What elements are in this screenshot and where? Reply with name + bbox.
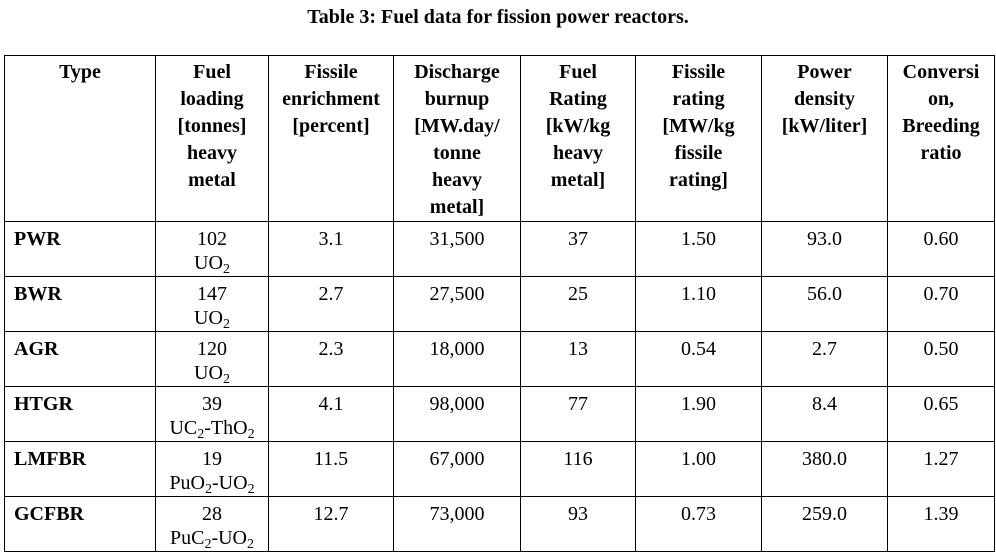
- fuel-form-text: -UO: [212, 472, 248, 494]
- fuel-form-text: UO: [194, 307, 223, 329]
- table-row: [5, 332, 995, 387]
- fuel-form: [156, 526, 268, 550]
- fuel-form-subscript: 2: [205, 482, 213, 497]
- cell-ratio: 0.65: [888, 387, 995, 442]
- header-fissile-rating: [636, 56, 762, 222]
- cell-fuel-loading: [156, 277, 269, 332]
- header-line: rating: [672, 88, 725, 110]
- cell-type: AGR: [5, 332, 156, 387]
- cell-type: PWR: [5, 222, 156, 277]
- cell-fissile-rating: 1.50: [636, 222, 762, 277]
- cell-burnup: 18,000: [394, 332, 521, 387]
- header-line: Conversi: [902, 61, 980, 83]
- cell-enrichment: 11.5: [269, 442, 394, 497]
- cell-type: GCFBR: [5, 497, 156, 552]
- fuel-form-text: UO: [194, 362, 223, 384]
- header-fissile-enrichment: [269, 56, 394, 222]
- table-row: [5, 387, 995, 442]
- header-line: on,: [927, 88, 955, 110]
- fuel-form-subscript: 2: [247, 537, 254, 552]
- cell-fissile-rating: 1.00: [636, 442, 762, 497]
- header-line: Fuel: [193, 61, 231, 83]
- cell-burnup: 27,500: [394, 277, 521, 332]
- cell-fuel-loading: [156, 442, 269, 497]
- fuel-form: [156, 251, 268, 275]
- fuel-amount: 19: [202, 448, 222, 470]
- header-line: burnup: [424, 88, 490, 110]
- cell-fissile-rating: 1.10: [636, 277, 762, 332]
- header-type: [5, 56, 156, 222]
- cell-fuel-rating: 116: [521, 442, 636, 497]
- cell-power-density: 93.0: [762, 222, 888, 277]
- cell-fuel-rating: 93: [521, 497, 636, 552]
- header-line: fissile: [674, 142, 723, 164]
- fuel-form-subscript: 2: [197, 427, 205, 442]
- fuel-form: [156, 471, 268, 495]
- header-line: Fuel: [559, 61, 597, 83]
- cell-fuel-loading: [156, 222, 269, 277]
- cell-power-density: 8.4: [762, 387, 888, 442]
- fuel-amount: 39: [202, 393, 222, 415]
- header-line: rating]: [669, 169, 728, 191]
- table-row: [5, 442, 995, 497]
- header-line: metal]: [429, 196, 485, 218]
- fuel-form-subscript: 2: [247, 482, 255, 497]
- header-line: heavy: [432, 169, 482, 191]
- cell-fissile-rating: 0.73: [636, 497, 762, 552]
- header-line: loading: [180, 88, 244, 110]
- cell-fuel-rating: 25: [521, 277, 636, 332]
- cell-power-density: 56.0: [762, 277, 888, 332]
- header-line: metal]: [550, 169, 606, 191]
- fuel-form: [156, 306, 268, 330]
- fuel-amount: 120: [197, 338, 227, 360]
- fuel-form-subscript: 2: [222, 262, 230, 277]
- cell-power-density: 380.0: [762, 442, 888, 497]
- fuel-form-text: PuC: [169, 527, 205, 549]
- header-line: [MW/kg: [662, 115, 735, 137]
- cell-enrichment: 2.7: [269, 277, 394, 332]
- cell-burnup: 98,000: [394, 387, 521, 442]
- header-line: heavy: [553, 142, 603, 164]
- cell-fissile-rating: 0.54: [636, 332, 762, 387]
- header-line: Fissile: [671, 61, 726, 83]
- cell-fuel-rating: 37: [521, 222, 636, 277]
- header-line: Breeding: [902, 115, 980, 137]
- cell-type: BWR: [5, 277, 156, 332]
- cell-power-density: 2.7: [762, 332, 888, 387]
- header-line: enrichment: [282, 88, 380, 110]
- cell-enrichment: 4.1: [269, 387, 394, 442]
- fuel-form-subscript: 2: [204, 537, 212, 552]
- cell-fuel-rating: 13: [521, 332, 636, 387]
- cell-fissile-rating: 1.90: [636, 387, 762, 442]
- header-line: Fissile: [304, 61, 358, 83]
- cell-fuel-rating: 77: [521, 387, 636, 442]
- cell-ratio: 1.27: [888, 442, 995, 497]
- table-body: [5, 222, 995, 552]
- fuel-form-subscript: 2: [247, 427, 255, 442]
- cell-type: HTGR: [5, 387, 156, 442]
- cell-fuel-loading: [156, 387, 269, 442]
- header-line: ratio: [920, 142, 962, 164]
- cell-enrichment: 2.3: [269, 332, 394, 387]
- table-row: [5, 222, 995, 277]
- cell-ratio: 1.39: [888, 497, 995, 552]
- header-fuel-loading: [156, 56, 269, 222]
- header-row: [5, 56, 995, 222]
- cell-enrichment: 12.7: [269, 497, 394, 552]
- header-line: density: [793, 88, 856, 110]
- cell-ratio: 0.60: [888, 222, 995, 277]
- header-fuel-rating: [521, 56, 636, 222]
- fuel-amount: 147: [197, 283, 227, 305]
- cell-ratio: 0.50: [888, 332, 995, 387]
- header-line: [kW/liter]: [781, 115, 868, 137]
- header-line: [percent]: [292, 115, 370, 137]
- table-row: [5, 497, 995, 552]
- fuel-form-subscript: 2: [222, 372, 230, 387]
- fuel-data-table: [4, 55, 995, 552]
- cell-power-density: 259.0: [762, 497, 888, 552]
- cell-type: LMFBR: [5, 442, 156, 497]
- fuel-form-text: -ThO: [204, 417, 248, 439]
- header-line: [kW/kg: [545, 115, 611, 137]
- fuel-form-text: UO: [194, 252, 223, 274]
- fuel-form-text: PuO: [169, 472, 206, 494]
- fuel-form-text: -UO: [211, 527, 247, 549]
- fuel-form: [156, 361, 268, 385]
- fuel-form-subscript: 2: [222, 317, 230, 332]
- header-line: [MW.day/: [414, 115, 500, 137]
- table-row: [5, 277, 995, 332]
- header-line: metal: [188, 169, 236, 191]
- fuel-amount: 28: [202, 503, 222, 525]
- cell-burnup: 67,000: [394, 442, 521, 497]
- cell-fuel-loading: [156, 497, 269, 552]
- table-caption: Table 3: Fuel data for fission power reactors.: [307, 6, 689, 28]
- fuel-amount: 102: [197, 228, 227, 250]
- header-line: Power: [797, 61, 852, 83]
- fuel-form: [156, 416, 268, 440]
- header-line: Type: [59, 61, 101, 83]
- header-discharge-burnup: [394, 56, 521, 222]
- header-line: heavy: [187, 142, 237, 164]
- header-line: tonne: [433, 142, 481, 164]
- cell-burnup: 73,000: [394, 497, 521, 552]
- header-line: Rating: [549, 88, 607, 110]
- cell-fuel-loading: [156, 332, 269, 387]
- header-line: [tonnes]: [177, 115, 247, 137]
- header-breeding-ratio: [888, 56, 995, 222]
- header-power-density: [762, 56, 888, 222]
- cell-burnup: 31,500: [394, 222, 521, 277]
- cell-enrichment: 3.1: [269, 222, 394, 277]
- cell-ratio: 0.70: [888, 277, 995, 332]
- header-line: Discharge: [414, 61, 500, 83]
- fuel-form-text: UC: [169, 417, 198, 439]
